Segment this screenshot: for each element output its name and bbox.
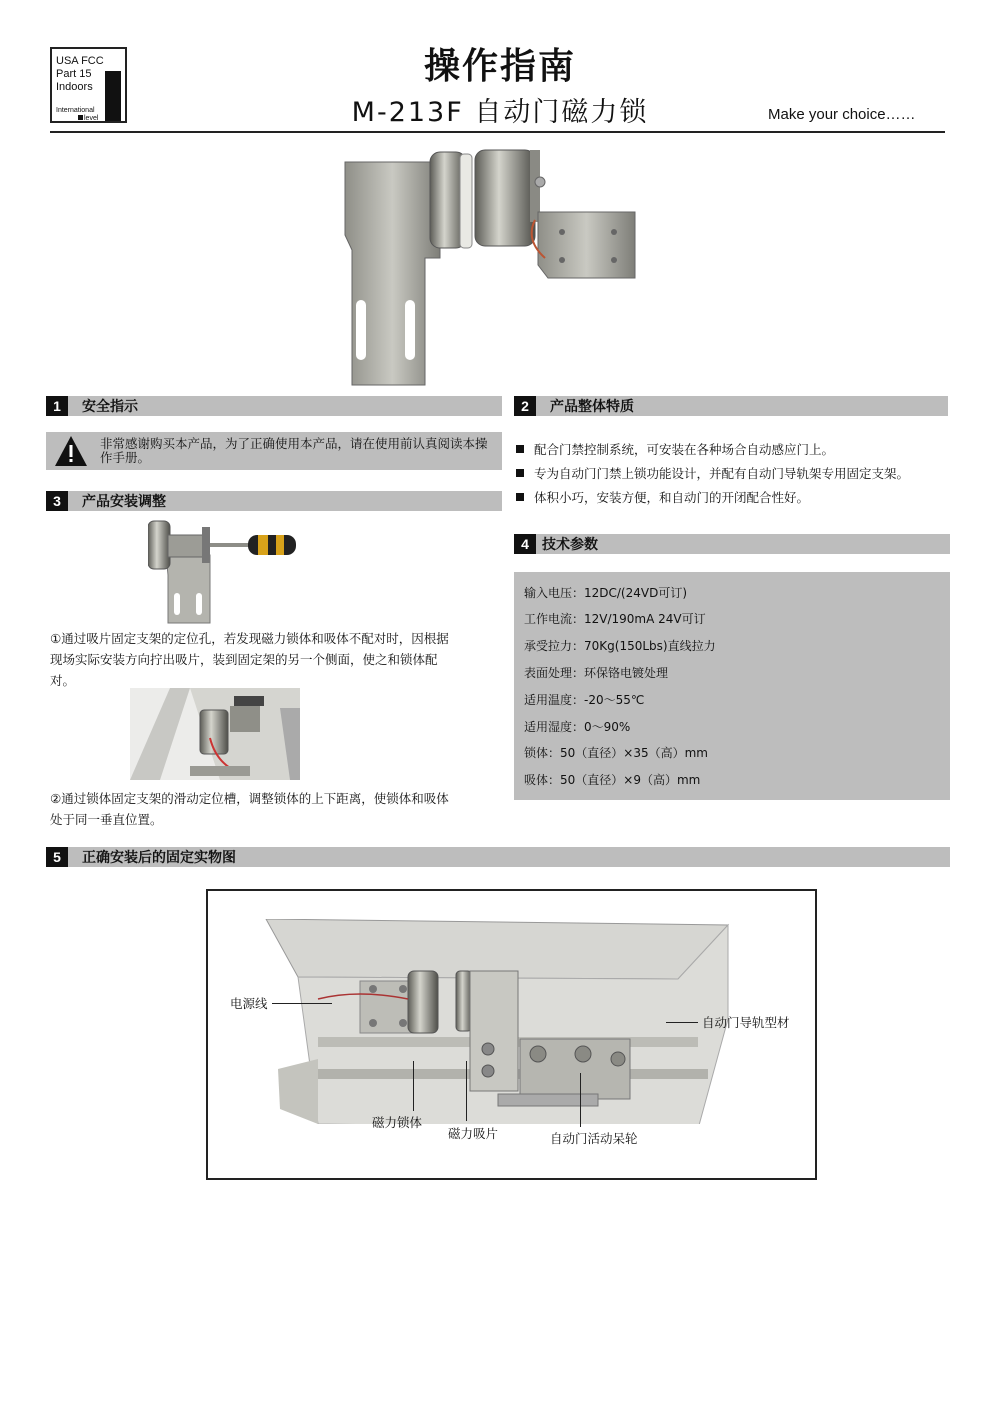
spec-row: 输入电压：12DC/(24VD可订): [524, 586, 688, 600]
spec-row: 承受拉力：70Kg(150Lbs)直线拉力: [524, 639, 716, 653]
leader-lock: [413, 1061, 414, 1111]
warning-box: [46, 432, 502, 470]
spec-row: 表面处理：环保铬电镀处理: [524, 666, 669, 680]
label-lock-body: 磁力锁体: [372, 1115, 423, 1130]
list-item: 体积小巧，安装方便，和自动门的开闭配合性好。: [516, 490, 909, 514]
badge-line3: Indoors: [56, 81, 93, 93]
spec-table: [514, 572, 950, 800]
install-step-2: ②通过锁体固定支架的滑动定位槽，调整锁体的上下距离，使锁体和吸体处于同一垂直位置。: [50, 791, 449, 827]
badge-line1: USA FCC: [56, 55, 104, 67]
screwdriver-photo: [148, 515, 308, 627]
list-item: 配合门禁控制系统，可安装在各种场合自动感应门上。: [516, 442, 909, 466]
leader-rail: [666, 1022, 698, 1023]
label-power-cable: 电源线: [230, 996, 268, 1011]
header-divider: [50, 131, 945, 133]
section-5-title: 正确安装后的固定实物图: [82, 850, 236, 866]
section-3-header: [46, 491, 502, 511]
label-armature-plate: 磁力吸片: [448, 1126, 499, 1141]
section-2-number: 2: [514, 396, 536, 416]
section-1-header: [46, 396, 502, 416]
section-4-header: [514, 534, 950, 554]
install-step-1: ①通过吸片固定支架的定位孔，若发现磁力锁体和吸体不配对时，因根据现场实际安装方向拧出吸片，装到固定架的另一个侧面，使之和锁体配对。: [50, 631, 449, 688]
label-rail: 自动门导轨型材: [702, 1015, 790, 1030]
section-5-number: 5: [46, 847, 68, 867]
page-subtitle: M-213F 自动门磁力锁: [351, 97, 649, 128]
product-photo: [330, 140, 660, 390]
section-3-number: 3: [46, 491, 68, 511]
label-idle-wheel: 自动门活动呆轮: [550, 1131, 638, 1146]
leader-wheel: [580, 1073, 581, 1127]
section-1-title: 安全指示: [82, 399, 138, 415]
section-4-title: 技术参数: [542, 537, 598, 553]
badge-line4: International: [56, 107, 95, 114]
spec-row: 适用湿度：0～90%: [524, 720, 631, 734]
section-2-header: [514, 396, 948, 416]
badge-line2: Part 15: [56, 68, 92, 80]
leader-power: [272, 1003, 332, 1004]
spec-row: 吸体：50（直径）×9（高）mm: [524, 773, 701, 787]
section-5-header: [46, 847, 950, 867]
section-2-title: 产品整体特质: [550, 399, 634, 415]
section-1-number: 1: [46, 396, 68, 416]
list-item: 专为自动门门禁上锁功能设计，并配有自动门导轨架专用固定支架。: [516, 466, 909, 490]
warning-text: 非常感谢购买本产品，为了正确使用本产品，请在使用前认真阅读本操作手册。: [100, 436, 488, 465]
badge-line5: level: [84, 115, 99, 122]
rail-photo-small: [130, 688, 300, 780]
page-title: 操作指南: [423, 46, 576, 87]
spec-row: 工作电流：12V/190mA 24V可订: [524, 612, 706, 626]
installed-photo-frame: [206, 889, 817, 1180]
section-4-number: 4: [514, 534, 536, 554]
tagline: Make your choice……: [768, 106, 916, 123]
feature-list: [516, 442, 909, 514]
warning-icon: [54, 434, 88, 468]
spec-row: 锁体：50（直径）×35（高）mm: [524, 746, 708, 760]
spec-row: 适用温度：-20～55℃: [524, 693, 645, 707]
leader-plate: [466, 1061, 467, 1121]
section-3-title: 产品安装调整: [82, 494, 166, 510]
